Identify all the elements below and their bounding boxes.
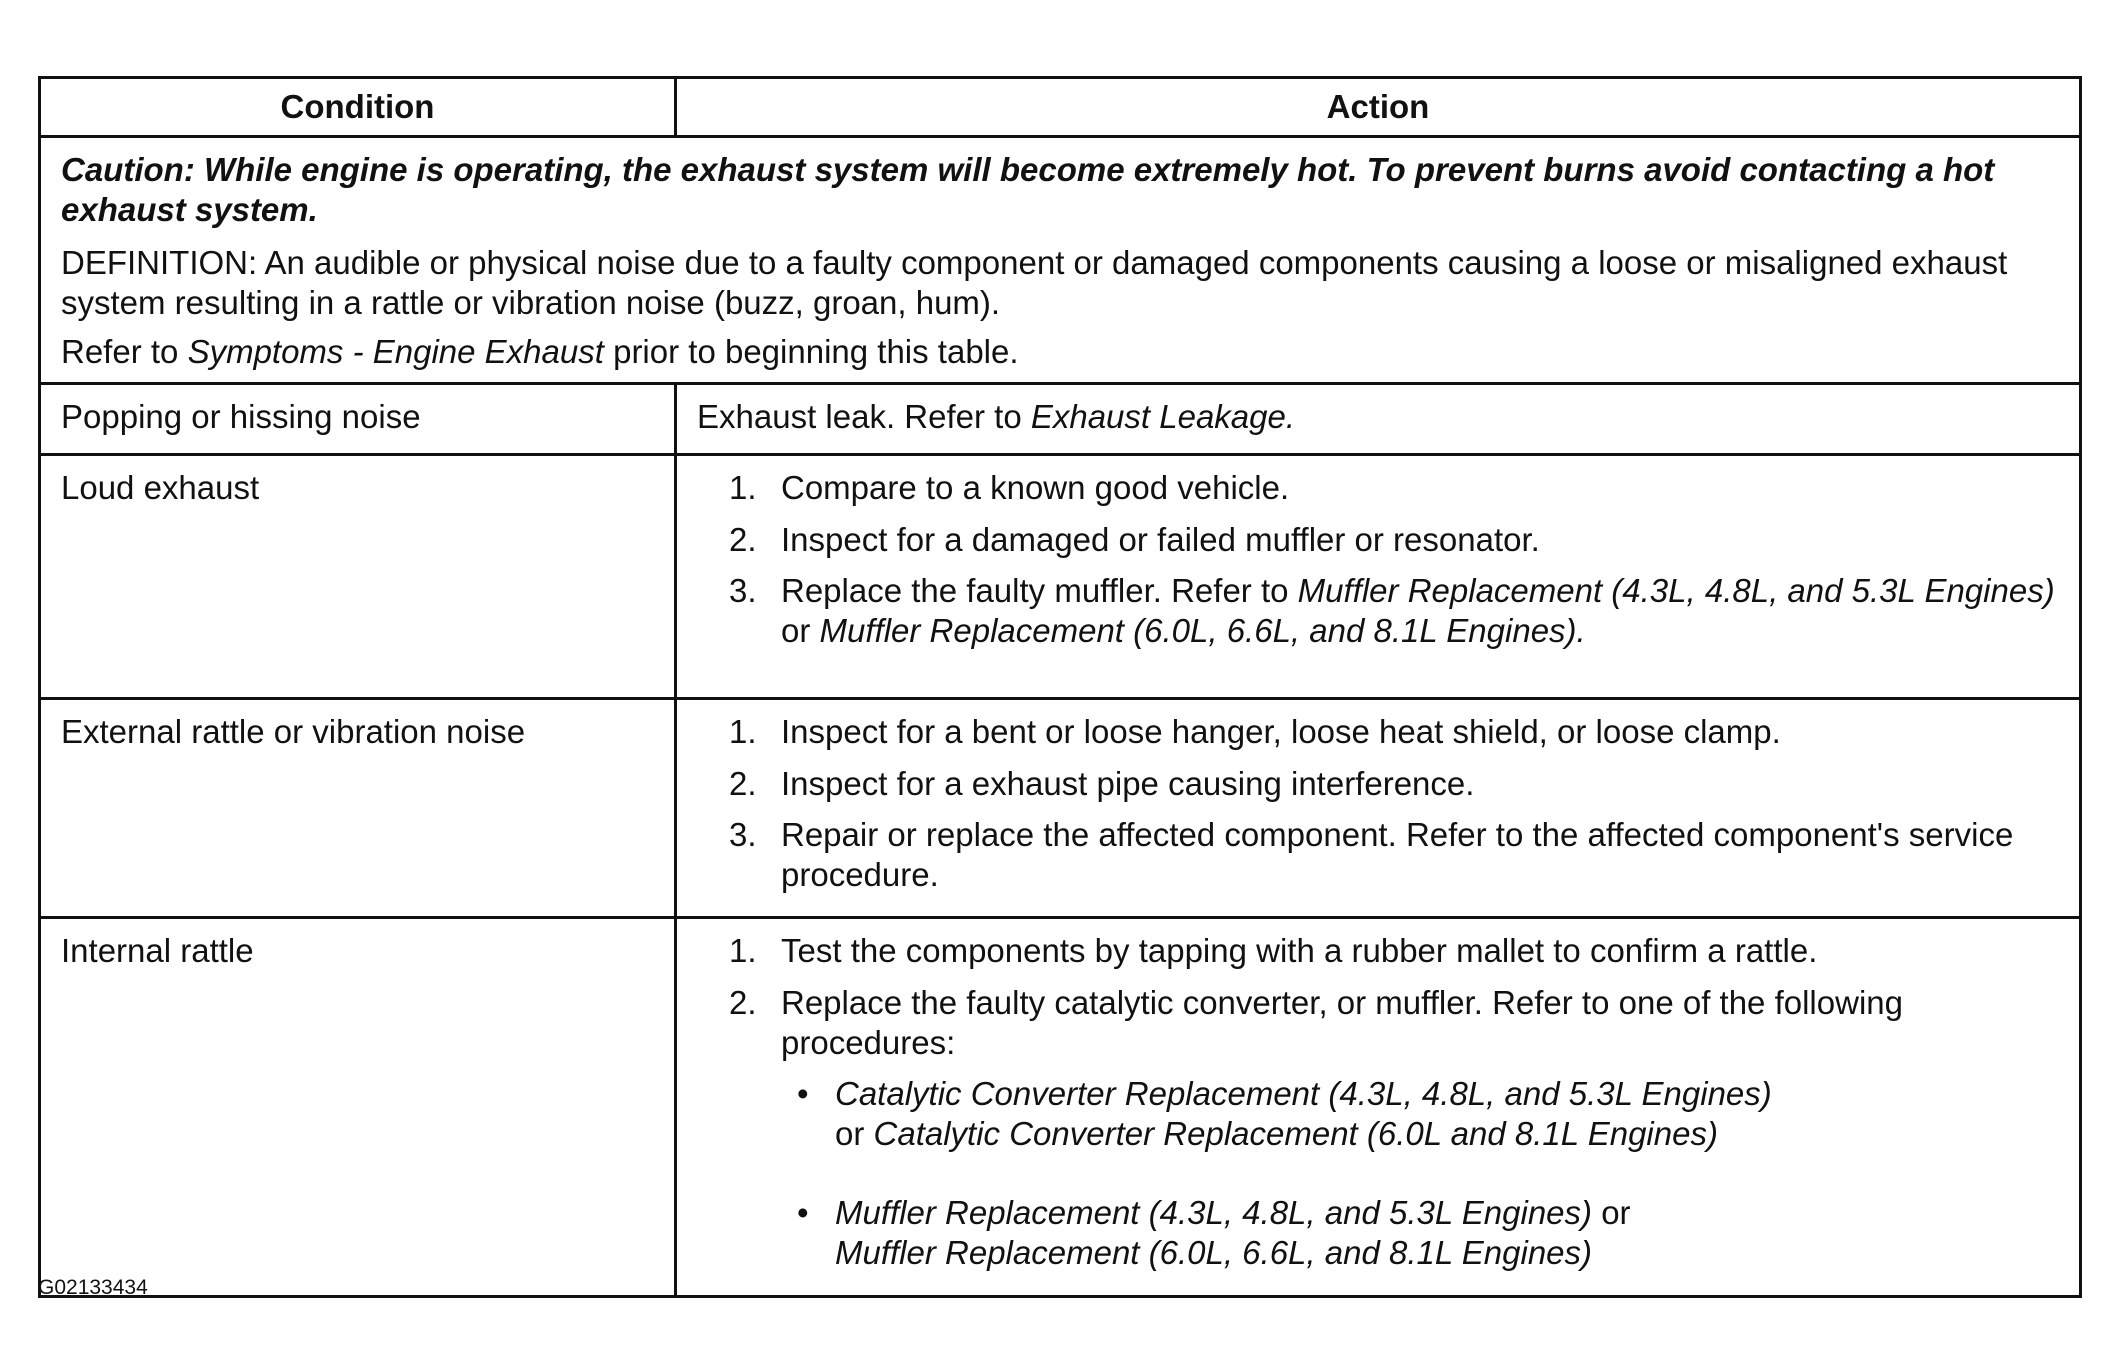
link-catalytic-converter-4-3l[interactable]: Catalytic Converter Replacement (4.3L, 4.8L, and 5.3L Engines) xyxy=(835,1075,1772,1113)
step-item xyxy=(729,764,2061,804)
step-text: Compare to a known good vehicle. xyxy=(781,468,1290,506)
procedure-bullet-item xyxy=(781,1074,2061,1153)
action-cell xyxy=(676,918,2081,1296)
bullet-joiner: or xyxy=(835,1114,865,1152)
step-text: Test the components by tapping with a rubber mallet to confirm a rattle. xyxy=(781,932,1818,970)
action-cell xyxy=(676,454,2081,698)
step-item xyxy=(729,815,2061,894)
action-cell xyxy=(676,698,2081,917)
step-list xyxy=(697,468,2061,650)
table-row xyxy=(40,918,2081,1296)
step-number: 1. xyxy=(729,468,757,506)
table-row xyxy=(40,698,2081,917)
step-text: Replace the faulty muffler. Refer to xyxy=(781,572,1289,610)
link-muffler-replacement-6-0l[interactable]: Muffler Replacement (6.0L, 6.6L, and 8.1L Engines). xyxy=(819,611,1586,649)
link-muffler-replacement-6-0l[interactable]: Muffler Replacement (6.0L, 6.6L, and 8.1L Engines) xyxy=(835,1233,1593,1271)
condition-cell: Popping or hissing noise xyxy=(40,383,676,454)
link-exhaust-leakage[interactable]: Exhaust Leakage. xyxy=(1030,397,1296,435)
bullet-dot: • xyxy=(797,1075,809,1113)
link-catalytic-converter-6-0l[interactable]: Catalytic Converter Replacement (6.0L and 8.1L Engines) xyxy=(873,1114,1718,1152)
step-number: 3. xyxy=(729,572,757,610)
step-text: Inspect for a bent or loose hanger, loose heat shield, or loose clamp. xyxy=(781,712,1781,750)
step-text: Repair or replace the affected component. Refer to the affected component's service procedure. xyxy=(781,816,2014,893)
caution-text: Caution: While engine is operating, the exhaust system will become extremely hot. To prevent burns avoid contacting a hot exhaust system. xyxy=(61,151,1995,228)
step-list xyxy=(697,931,2061,1272)
refer-line xyxy=(61,332,2061,372)
refer-suffix: prior to beginning this table. xyxy=(613,333,1019,371)
link-muffler-replacement-4-3l[interactable]: Muffler Replacement (4.3L, 4.8L, and 5.3L Engines) xyxy=(835,1194,1593,1232)
step-text: Replace the faulty catalytic converter, or muffler. Refer to one of the following procedures: xyxy=(781,983,1903,1061)
action-text: Exhaust leak. Refer to xyxy=(697,397,1022,435)
step-list xyxy=(697,712,2061,894)
condition-cell: External rattle or vibration noise xyxy=(40,698,676,917)
action-cell xyxy=(676,383,2081,454)
step-joiner: or xyxy=(781,611,811,649)
step-item xyxy=(729,931,2061,971)
bullet-dot: • xyxy=(797,1194,809,1232)
definition-text: DEFINITION: An audible or physical noise due to a faulty component or damaged components causing a loose or misaligned exhaust system resulting in a rattle or vibration noise (buzz, groan, hum). xyxy=(61,244,2008,321)
procedure-bullet-item xyxy=(781,1193,2061,1272)
step-item xyxy=(729,712,2061,752)
step-number: 2. xyxy=(729,520,757,558)
step-number: 3. xyxy=(729,816,757,854)
step-text: Inspect for a damaged or failed muffler or resonator. xyxy=(781,520,1540,558)
figure-id: G02133434 xyxy=(38,1276,148,1299)
diagnostic-table xyxy=(38,76,2082,1298)
link-muffler-replacement-4-3l[interactable]: Muffler Replacement (4.3L, 4.8L, and 5.3L Engines) xyxy=(1297,572,2055,610)
header-condition: Condition xyxy=(40,78,676,137)
refer-link-symptoms[interactable]: Symptoms - Engine Exhaust xyxy=(187,333,604,371)
bullet-joiner: or xyxy=(1601,1194,1631,1232)
step-item xyxy=(729,468,2061,508)
step-number: 2. xyxy=(729,764,757,802)
procedure-bullet-list xyxy=(781,1074,2061,1272)
intro-cell xyxy=(40,137,2081,384)
step-number: 1. xyxy=(729,932,757,970)
step-text: Inspect for a exhaust pipe causing interference. xyxy=(781,764,1475,802)
condition-cell: Internal rattle xyxy=(40,918,676,1296)
table-header-row xyxy=(40,78,2081,137)
refer-prefix: Refer to xyxy=(61,333,179,371)
condition-cell: Loud exhaust xyxy=(40,454,676,698)
step-item xyxy=(729,983,2061,1273)
step-item xyxy=(729,520,2061,560)
step-item xyxy=(729,571,2061,650)
intro-row xyxy=(40,137,2081,384)
header-action: Action xyxy=(676,78,2081,137)
table-row xyxy=(40,454,2081,698)
step-number: 1. xyxy=(729,712,757,750)
step-number: 2. xyxy=(729,983,757,1021)
table-row xyxy=(40,383,2081,454)
